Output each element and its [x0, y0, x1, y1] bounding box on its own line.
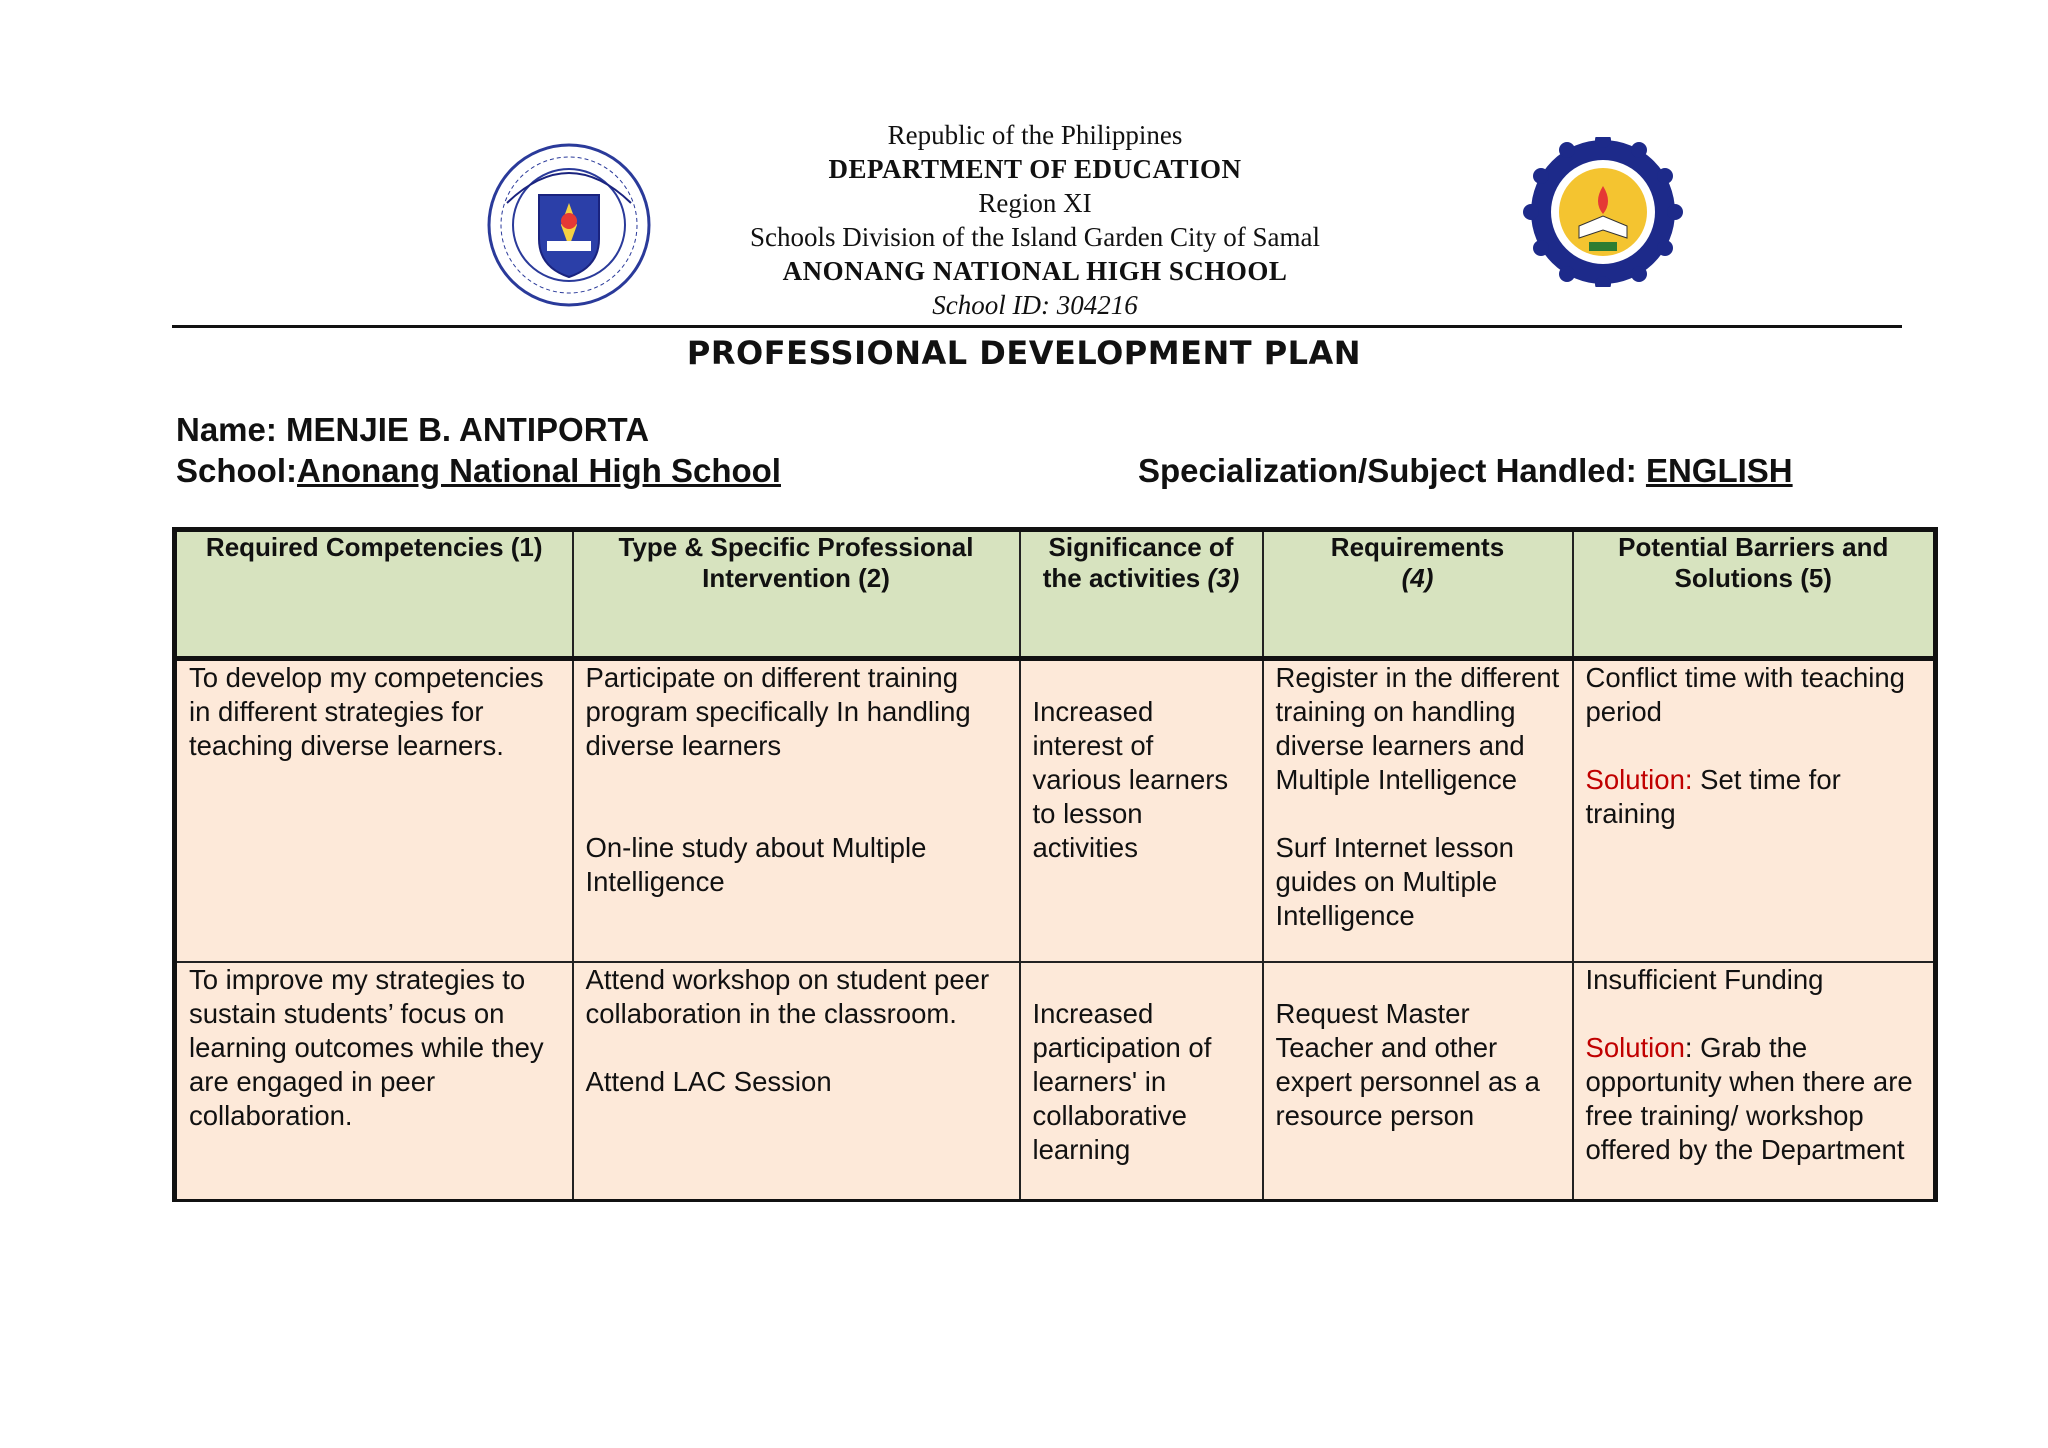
- row1-barrier: Conflict time with teaching period: [1585, 662, 1905, 727]
- row1-intervention-b: On-line study about Multiple Intelligence: [585, 832, 927, 897]
- header-barriers: Potential Barriers and Solutions (5): [1573, 530, 1936, 659]
- row1-barriers: [1573, 659, 1936, 963]
- table-row: [175, 962, 1936, 1201]
- school-value: Anonang National High School: [297, 452, 781, 489]
- row2-intervention-b: Attend LAC Session: [585, 1066, 832, 1097]
- header-significance-number: (3): [1207, 563, 1240, 593]
- table-row: [175, 659, 1936, 963]
- letterhead: [660, 118, 1410, 322]
- row2-significance-text: Increased participation of learners' in collaborative learning: [1032, 998, 1212, 1165]
- row1-requirement-b: Surf Internet lesson guides on Multiple Intelligence: [1275, 832, 1514, 931]
- school-label: School:: [176, 452, 297, 489]
- row2-intervention: [573, 962, 1020, 1201]
- row1-solution: [1586, 763, 1922, 831]
- header-divider: [172, 325, 1902, 328]
- anonang-nhs-seal-icon: [1515, 137, 1691, 287]
- row1-significance: [1020, 659, 1263, 963]
- name-label: Name:: [176, 411, 287, 448]
- school-line: [176, 452, 781, 490]
- header-requirements-text: Requirements: [1330, 532, 1505, 562]
- deped-seal-icon: [487, 143, 652, 308]
- row2-intervention-a: Attend workshop on student peer collaboration in the classroom.: [585, 964, 990, 1029]
- row2-barrier: Insufficient Funding: [1585, 964, 1824, 995]
- row2-requirements: [1263, 962, 1573, 1201]
- page-title: PROFESSIONAL DEVELOPMENT PLAN: [686, 334, 1362, 372]
- header-competencies: Required Competencies (1): [175, 530, 573, 659]
- letterhead-department: DEPARTMENT OF EDUCATION: [828, 154, 1242, 184]
- row2-competency: To improve my strategies to sustain students’ focus on learning outcomes while they are engaged in peer collaboration.: [175, 962, 573, 1201]
- row2-solution: [1586, 1031, 1922, 1167]
- specialization-value: ENGLISH: [1645, 452, 1793, 489]
- header-requirements-number: (4): [1401, 563, 1434, 593]
- row1-requirement-a: Register in the different training on handling diverse learners and Multiple Intelligence: [1275, 662, 1560, 795]
- row2-requirement: Request Master Teacher and other expert personnel as a resource person: [1275, 998, 1540, 1131]
- header-intervention: Type & Specific Professional Intervention (2): [573, 530, 1020, 659]
- letterhead-division: Schools Division of the Island Garden City of Samal: [750, 222, 1320, 252]
- row1-intervention-a: Participate on different training program specifically In handling diverse learners: [585, 662, 971, 761]
- row1-competency: To develop my competencies in different strategies for teaching diverse learners.: [175, 659, 573, 963]
- letterhead-republic: Republic of the Philippines: [887, 120, 1183, 150]
- row2-solution-label: Solution: [1585, 1032, 1685, 1063]
- table-header-row: [175, 530, 1936, 659]
- development-plan-table: [172, 527, 1938, 1202]
- specialization-label: Specialization/Subject Handled:: [1138, 452, 1646, 489]
- row1-requirements: [1263, 659, 1573, 963]
- row2-solution-text: : Grab the opportunity when there are free training/ workshop offered by the Department: [1585, 1032, 1913, 1165]
- header-requirements: [1263, 530, 1573, 659]
- row1-intervention: [573, 659, 1020, 963]
- row2-barriers: [1573, 962, 1936, 1201]
- row1-solution-text: Set time for training: [1585, 764, 1841, 829]
- row1-solution-label: Solution:: [1585, 764, 1693, 795]
- row2-significance: [1020, 962, 1263, 1201]
- header-significance-text: Significance of the activities: [1042, 532, 1234, 593]
- teacher-name-line: [176, 411, 649, 449]
- letterhead-school-id: School ID: 304216: [932, 290, 1138, 320]
- letterhead-region: Region XI: [978, 188, 1092, 218]
- name-value: MENJIE B. ANTIPORTA: [286, 411, 650, 448]
- row1-significance-text: Increased interest of various learners to lesson activities: [1032, 696, 1229, 863]
- header-significance: [1020, 530, 1263, 659]
- letterhead-school: ANONANG NATIONAL HIGH SCHOOL: [782, 256, 1288, 286]
- specialization-line: [1138, 452, 1793, 490]
